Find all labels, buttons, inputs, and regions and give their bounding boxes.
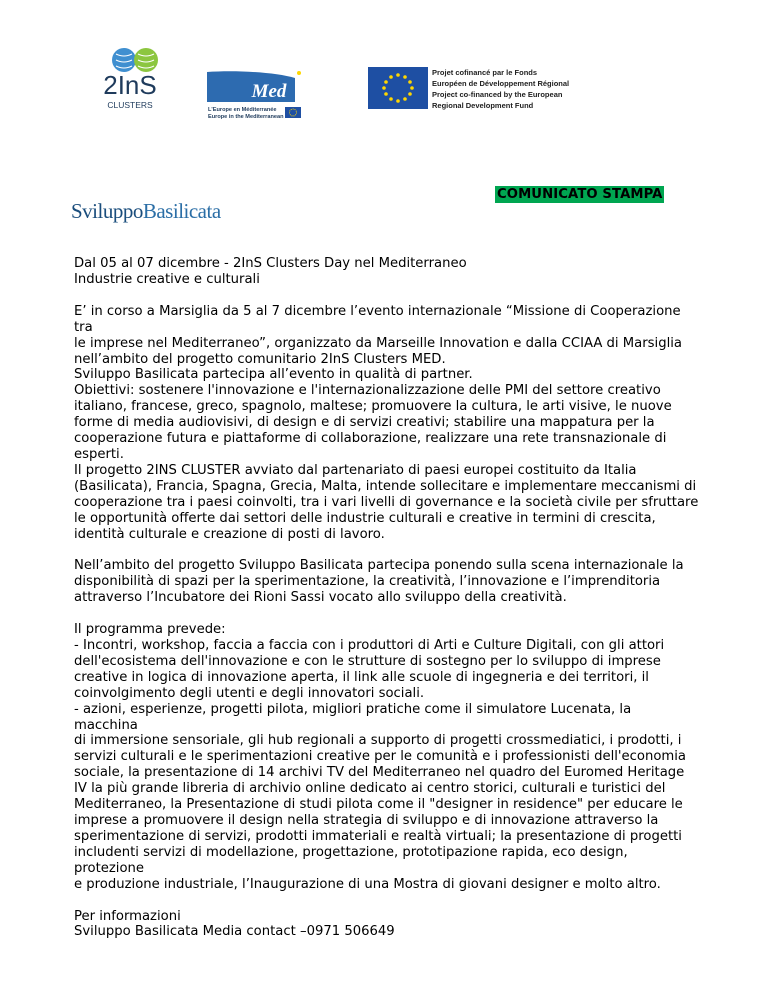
- paragraph-event: [74, 304, 699, 543]
- text-line: forme di media audiovisivi, di design e di servizi creativi; stabilire una mappatura per la: [74, 415, 655, 431]
- text-line: le opportunità offerte dai settori delle industrie culturali e creative in termini di crescita,: [74, 510, 656, 526]
- text-line: Mediterraneo, la Presentazione di studi pilota come il "designer in residence" per educare le: [74, 797, 683, 813]
- med-logo-line1: L'Europe en Méditerranée: [208, 107, 277, 113]
- text-line: includenti servizi di modellazione, progettazione, prototipazione rapida, eco design, protezione: [74, 844, 628, 876]
- med-logo-text: Med: [251, 81, 287, 102]
- text-line: Per informazioni: [74, 908, 181, 924]
- paragraph-programme: [74, 622, 699, 892]
- text-line: IV la più grande libreria di archivio online dedicato ai centro storici, culturali e turistici del: [74, 781, 666, 797]
- press-release-badge: COMUNICATO STAMPA: [497, 187, 663, 202]
- sb-logo-part2: Basilicata: [142, 199, 221, 223]
- text-line: Sviluppo Basilicata partecipa all’evento in qualità di partner.: [74, 367, 473, 383]
- paragraph-participation: [74, 558, 699, 606]
- med-logo-line2: Europe in the Mediterranean: [208, 114, 284, 120]
- text-line: imprese a promuovere il design nella strategia di sviluppo e di innovazione attraverso la: [74, 813, 659, 828]
- text-line: creative in logica di innovazione aperta, il link alle scuole di ingegneria e dei territori, il: [74, 669, 649, 685]
- text-line: nell’ambito del progetto comunitario 2InS Clusters MED.: [74, 351, 446, 367]
- text-line: E’ in corso a Marsiglia da 5 al 7 dicembre l’evento internazionale “Missione di Cooperazione tra: [74, 303, 681, 335]
- eu-text-line: Européen de Développement Régional: [432, 79, 570, 88]
- text-line: identità culturale e creazione di posti di lavoro.: [74, 526, 385, 542]
- title-paragraph: [74, 256, 699, 288]
- text-line: Il progetto 2INS CLUSTER avviato dal partenariato di paesi europei costituito da Italia: [74, 462, 637, 478]
- text-line: - azioni, esperienze, progetti pilota, migliori pratiche come il simulatore Lucenata, la macchina: [74, 701, 632, 733]
- text-line: coinvolgimento degli utenti e degli innovatori sociali.: [74, 685, 425, 701]
- text-line: dell'ecosistema dell'innovazione e con le strutture di sostegno per lo sviluppo di imprese: [74, 653, 661, 669]
- med-programme-logo: [205, 68, 305, 122]
- text-line: servizi culturali e le sperimentazioni creative per le comunità e i professionisti dell'economia: [74, 749, 686, 765]
- eu-text-line: Projet cofinancé par le Fonds: [432, 68, 538, 77]
- text-line: (Basilicata), Francia, Spagna, Grecia, Malta, intende sollecitare e implementare meccanismi di: [74, 478, 697, 494]
- paragraph-contact: [74, 909, 699, 941]
- sb-logo-part1: Sviluppo: [71, 199, 143, 223]
- text-line: Il programma prevede:: [74, 622, 226, 638]
- text-line: sociale, la presentazione di 14 archivi TV del Mediterraneo nel quadro del Euromed Heritage: [74, 765, 685, 781]
- text-line: Industrie creative e culturali: [74, 271, 260, 287]
- text-line: e produzione industriale, l’Inaugurazione di una Mostra di giovani designer e molto altro.: [74, 876, 661, 892]
- sviluppo-basilicata-logo: [71, 199, 221, 224]
- eu-text-line: Project co-financed by the European: [432, 90, 563, 99]
- text-line: sperimentazione di servizi, prodotti immateriali e realtà virtuali; la presentazione di progetti: [74, 828, 682, 844]
- text-line: Obiettivi: sostenere l'innovazione e l'internazionalizzazione delle PMI del settore creativo: [74, 383, 661, 399]
- contact-line: Sviluppo Basilicata Media contact –0971 506649: [74, 924, 395, 940]
- eu-flag-icon: [368, 67, 428, 109]
- text-line: attraverso l’Incubatore dei Rioni Sassi vocato allo sviluppo della creatività.: [74, 590, 567, 606]
- 2ins-logo-text: 2InS: [103, 70, 157, 100]
- text-line: le imprese nel Mediterraneo”, organizzato da Marseille Innovation e dalla CCIAA di Marsiglia: [74, 335, 682, 351]
- text-line: cooperazione futura e piattaforme di collaborazione, realizzare una rete transnazionale di: [74, 431, 667, 447]
- eu-text-line: Regional Development Fund: [432, 101, 534, 110]
- text-line: cooperazione tra i paesi coinvolti, tra i vari livelli di governance e la società civile per sfruttare: [74, 494, 699, 510]
- eu-cofinancing-text: [432, 67, 569, 111]
- text-line: di immersione sensoriale, gli hub regionali a supporto di progetti crossmediatici, i prodotti, i: [74, 733, 682, 749]
- text-line: Dal 05 al 07 dicembre - 2InS Clusters Day nel Mediterraneo: [74, 256, 467, 271]
- 2ins-clusters-logo: [80, 46, 180, 118]
- press-release-body: [74, 256, 699, 956]
- text-line: Nell’ambito del progetto Sviluppo Basilicata partecipa ponendo sulla scena internazionale la: [74, 558, 684, 574]
- text-line: - Incontri, workshop, faccia a faccia con i produttori di Arti e Culture Digitali, con gli attori: [74, 638, 665, 654]
- text-line: italiano, francese, greco, spagnolo, maltese; promuovere la cultura, le arti visive, le nuove: [74, 399, 672, 415]
- text-line: disponibilità di spazi per la sperimentazione, la creatività, l’innovazione e l’imprenditoria: [74, 574, 661, 590]
- clusters-logo-text: CLUSTERS: [107, 100, 153, 110]
- text-line: esperti.: [74, 446, 124, 462]
